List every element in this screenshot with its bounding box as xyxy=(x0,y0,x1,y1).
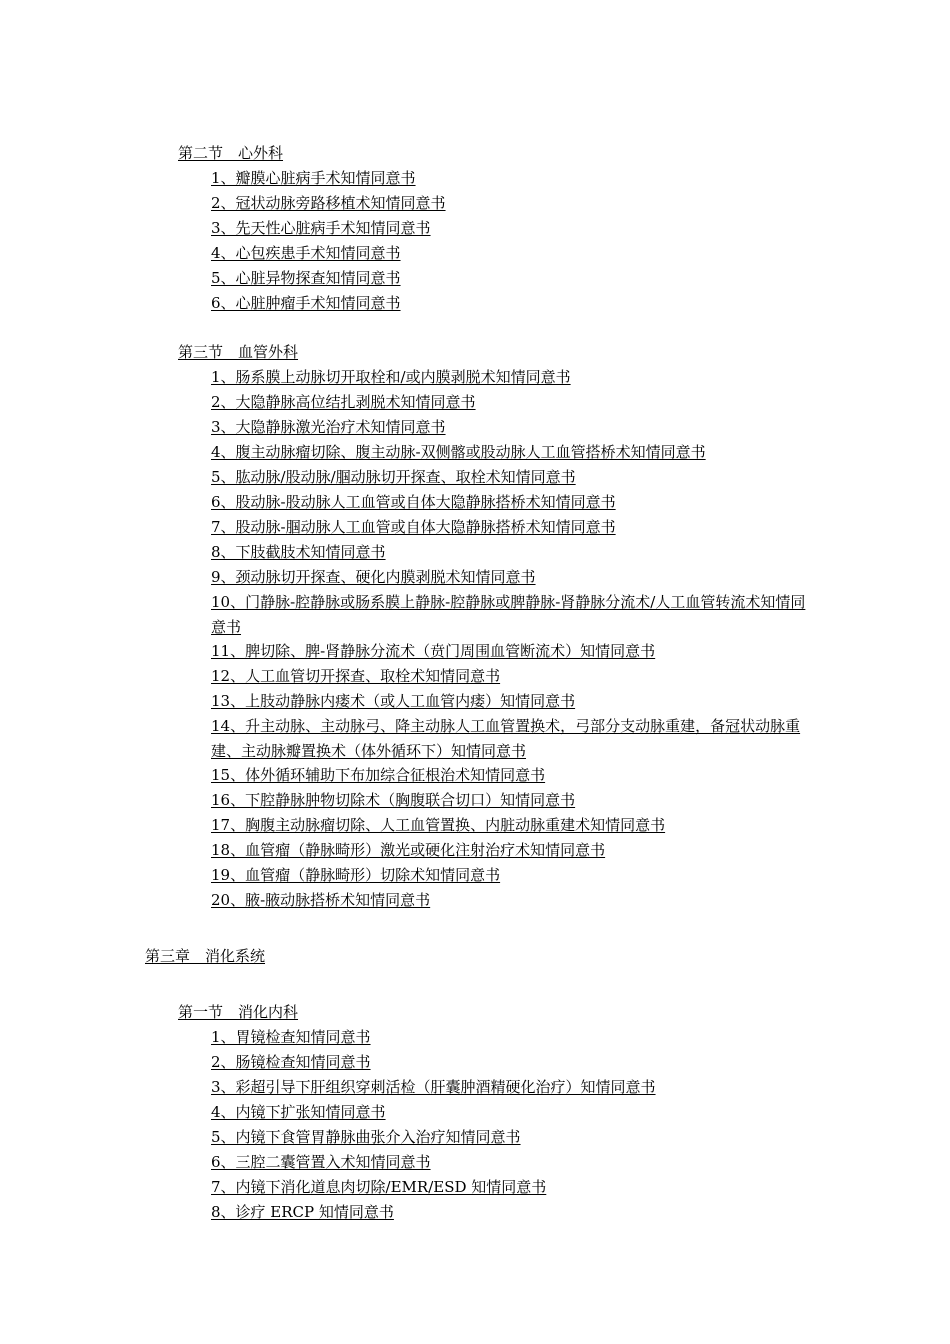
toc-link[interactable]: 14、升主动脉、主动脉弓、降主动脉人工血管置换术，弓部分支动脉重建，备冠状动脉重建、主动脉瓣置换术（体外循环下）知情同意书 xyxy=(211,717,801,760)
section-heading-cardiac-surgery[interactable]: 第二节 心外科 xyxy=(178,144,284,162)
toc-link[interactable]: 10、门静脉-腔静脉或肠系膜上静脉-腔静脉或脾静脉-肾静脉分流术/人工血管转流术知情同意书 xyxy=(211,593,806,636)
toc-link[interactable]: 12、人工血管切开探查、取栓术知情同意书 xyxy=(211,667,501,685)
toc-link[interactable]: 15、体外循环辅助下布加综合征根治术知情同意书 xyxy=(211,766,546,784)
toc-link[interactable]: 18、血管瘤（静脉畸形）激光或硬化注射治疗术知情同意书 xyxy=(211,841,606,859)
toc-link[interactable]: 1、瓣膜心脏病手术知情同意书 xyxy=(211,169,416,187)
section-heading-vascular-surgery[interactable]: 第三节 血管外科 xyxy=(178,343,299,361)
toc-link[interactable]: 20、腋-腋动脉搭桥术知情同意书 xyxy=(211,891,431,909)
toc-link[interactable]: 13、上肢动静脉内瘘术（或人工血管内瘘）知情同意书 xyxy=(211,692,576,710)
toc-link[interactable]: 6、心脏肿瘤手术知情同意书 xyxy=(211,294,401,312)
toc-link[interactable]: 4、腹主动脉瘤切除、腹主动脉-双侧髂或股动脉人工血管搭桥术知情同意书 xyxy=(211,443,706,461)
toc-link[interactable]: 6、三腔二囊管置入术知情同意书 xyxy=(211,1153,431,1171)
toc-link[interactable]: 4、内镜下扩张知情同意书 xyxy=(211,1103,386,1121)
chapter-heading-digestive-system[interactable]: 第三章 消化系统 xyxy=(145,947,266,965)
toc-link[interactable]: 4、心包疾患手术知情同意书 xyxy=(211,244,401,262)
toc-link[interactable]: 5、肱动脉/股动脉/腘动脉切开探查、取栓术知情同意书 xyxy=(211,468,576,486)
toc-link[interactable]: 1、肠系膜上动脉切开取栓和/或内膜剥脱术知情同意书 xyxy=(211,368,571,386)
toc-link[interactable]: 2、肠镜检查知情同意书 xyxy=(211,1053,371,1071)
toc-link[interactable]: 5、内镜下食管胃静脉曲张介入治疗知情同意书 xyxy=(211,1128,521,1146)
toc-link[interactable]: 11、脾切除、脾-肾静脉分流术（贲门周围血管断流术）知情同意书 xyxy=(211,642,656,660)
toc-link[interactable]: 17、胸腹主动脉瘤切除、人工血管置换、内脏动脉重建术知情同意书 xyxy=(211,816,666,834)
toc-link[interactable]: 7、股动脉-腘动脉人工血管或自体大隐静脉搭桥术知情同意书 xyxy=(211,518,616,536)
toc-link[interactable]: 7、内镜下消化道息肉切除/EMR/ESD 知情同意书 xyxy=(211,1178,547,1196)
toc-link[interactable]: 3、大隐静脉激光治疗术知情同意书 xyxy=(211,418,446,436)
toc-link[interactable]: 2、冠状动脉旁路移植术知情同意书 xyxy=(211,194,446,212)
toc-link[interactable]: 1、胃镜检查知情同意书 xyxy=(211,1028,371,1046)
section-heading-gastroenterology[interactable]: 第一节 消化内科 xyxy=(178,1003,299,1021)
toc-link[interactable]: 19、血管瘤（静脉畸形）切除术知情同意书 xyxy=(211,866,501,884)
toc-link[interactable]: 2、大隐静脉高位结扎剥脱术知情同意书 xyxy=(211,393,476,411)
toc-link[interactable]: 5、心脏异物探查知情同意书 xyxy=(211,269,401,287)
toc-link[interactable]: 3、先天性心脏病手术知情同意书 xyxy=(211,219,431,237)
toc-link[interactable]: 3、彩超引导下肝组织穿刺活检（肝囊肿酒精硬化治疗）知情同意书 xyxy=(211,1078,656,1096)
toc-link[interactable]: 16、下腔静脉肿物切除术（胸腹联合切口）知情同意书 xyxy=(211,791,576,809)
toc-link[interactable]: 8、下肢截肢术知情同意书 xyxy=(211,543,386,561)
toc-link[interactable]: 8、诊疗 ERCP 知情同意书 xyxy=(211,1203,394,1221)
toc-link[interactable]: 9、颈动脉切开探查、硬化内膜剥脱术知情同意书 xyxy=(211,568,536,586)
toc-link[interactable]: 6、股动脉-股动脉人工血管或自体大隐静脉搭桥术知情同意书 xyxy=(211,493,616,511)
